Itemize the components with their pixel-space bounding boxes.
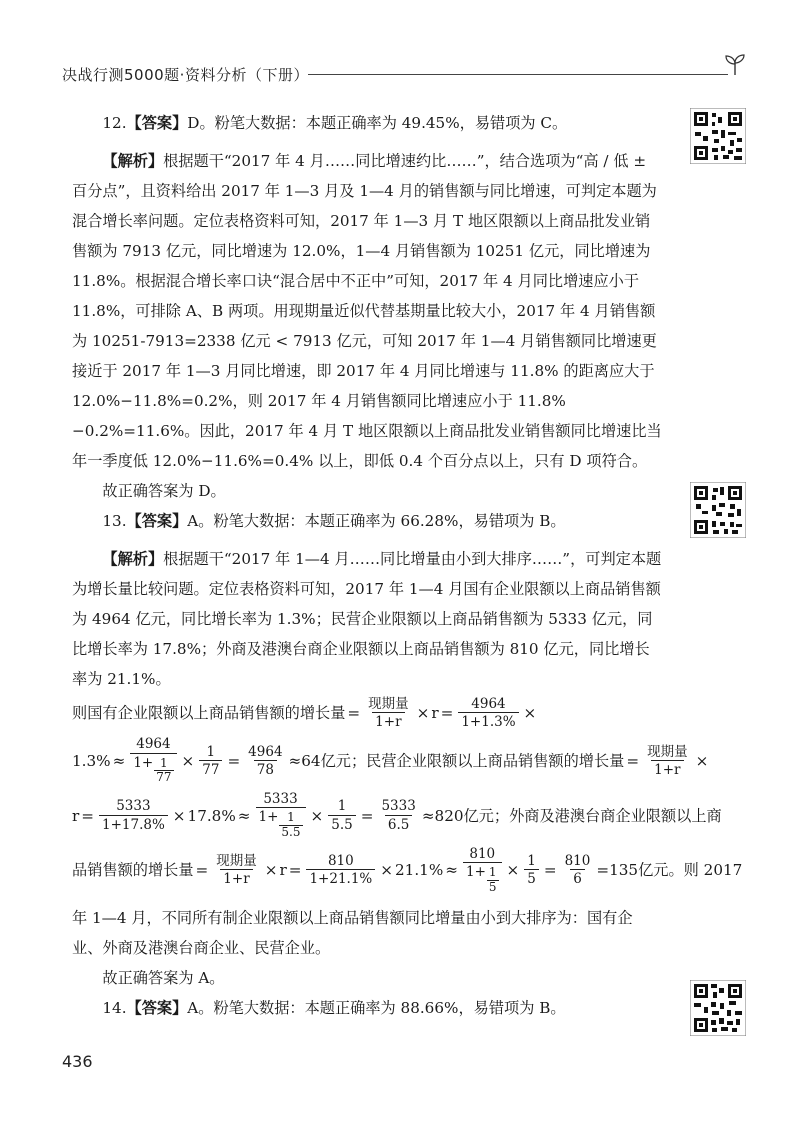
q13-answer-tag: 【答案】 <box>126 512 188 530</box>
formula-1-lead: 则国有企业限额以上商品销售额的增长量 <box>72 704 346 723</box>
fraction-den: 78 <box>254 760 277 778</box>
page-number: 436 <box>62 1052 93 1071</box>
formula-4-lead: 品销售额的增长量 <box>72 861 194 880</box>
formula-4-tail: =135亿元。则 2017 <box>596 861 743 880</box>
fraction-num: 1 <box>527 853 536 870</box>
fraction-current-over-growth <box>365 696 412 730</box>
nested-den: 77 <box>156 770 172 785</box>
nested-num: 1 <box>488 865 497 880</box>
times-sign: × <box>264 861 278 880</box>
formula-line-2 <box>72 736 709 785</box>
fraction-den: 6.5 <box>385 815 412 833</box>
q13-analysis-tag: 【解析】 <box>102 550 164 568</box>
times-sign: × <box>695 751 709 770</box>
eq-sign: = <box>347 704 361 723</box>
q12-answer <box>72 108 662 138</box>
rate-value: 17.8% <box>187 806 236 825</box>
q12-answer-text: D。粉笔大数据：本题正确率为 49.45%，易错项为 C。 <box>187 114 568 132</box>
rate-var: r <box>72 806 80 825</box>
nested-fraction <box>279 811 302 840</box>
q13-analysis <box>72 544 662 694</box>
eq-sign: = <box>440 704 454 723</box>
fraction-num: 5333 <box>116 798 151 815</box>
fraction-num: 4964 <box>471 696 506 712</box>
fraction-num: 现期量 <box>216 853 257 870</box>
rate-value: 21.1% <box>395 861 444 880</box>
fraction-num: 现期量 <box>647 743 688 760</box>
q12-answer-tag: 【答案】 <box>126 114 188 132</box>
q13-conclusion: 故正确答案为 A。 <box>102 968 225 987</box>
times-sign: × <box>380 861 393 880</box>
fraction-4964-78 <box>245 744 285 778</box>
formula-3-mid: ≈820亿元；外商及港澳台商企业限额以上商 <box>421 806 722 825</box>
fraction-num: 4964 <box>248 743 283 760</box>
q14-number: 14. <box>102 998 127 1017</box>
fraction-5333-6.5 <box>378 798 418 832</box>
fraction-num: 810 <box>327 853 354 870</box>
times-sign: × <box>310 806 324 825</box>
times-sign: × <box>506 861 520 880</box>
fraction-den <box>256 807 306 840</box>
times-sign: × <box>523 704 537 723</box>
fraction-5333 <box>99 798 168 832</box>
q13-number: 13. <box>102 512 127 530</box>
fraction-den: 1+17.8% <box>99 815 168 833</box>
fraction-den: 1+21.1% <box>306 869 375 887</box>
one-plus: 1+ <box>465 864 486 881</box>
fraction-num: 810 <box>564 853 591 870</box>
fraction-4964 <box>458 696 518 730</box>
fraction-1-5 <box>524 853 539 887</box>
fraction-den: 5.5 <box>328 815 355 833</box>
fraction-den: 1+r <box>372 712 404 730</box>
fraction-current-over-growth <box>213 853 260 887</box>
q12-analysis-text: 根据题干“2017 年 4 月……同比增速约比……”，结合选项为“高 / 低 ± 百分点”，且资料给出 2017 年 1—3 月及 1—4 月的销售额与同比增速，可判定本题为混合增长率问题。定位表格资料可知，2017 年 1—3 月 T 地区限额以上商品批发业销售额为 7913 亿元，同比增速为 12.0%，1—4 月销售额为 10251 亿元，同比增速为 11.8%。根据混合增长率口诀“混合居中不正中”可知，2017 年 4 月同比增速应小于 11.8%，可排除 A、B 两项。用现期量近似代替基期量比较大小，2017 年 4 月销售额为 10251-7913=2338 亿元 < 7913 亿元，可知 2017 年 1—4 月销售额同比增速更接近于 2017 年 1—3 月同比增速，即 2017 年 4 月同比增速与 11.8% 的距离应大于 12.0%−11.8%=0.2%，则 2017 年 4 月销售额同比增速应小于 11.8%−0.2%=11.6%。因此，2017 年 4 月 T 地区限额以上商品批发业销售额同比增速比当年一季度低 12.0%−11.6%=0.4% 以上，即低 0.4 个百分点以上，只有 D 项符合。 <box>72 152 662 470</box>
header-rule <box>308 74 728 75</box>
eq-sign: = <box>360 806 374 825</box>
fraction-num: 810 <box>469 845 496 862</box>
formula-line-1 <box>72 696 662 730</box>
fraction-den <box>130 753 176 786</box>
nested-fraction <box>154 757 173 786</box>
eq-sign: = <box>626 751 640 770</box>
q13-analysis-continued: 年 1—4 月，不同所有制企业限额以上商品销售额同比增量由小到大排序为：国有企业、外商及港澳台商企业、民营企业。 <box>72 908 633 957</box>
times-sign: × <box>181 751 195 770</box>
q14-answer <box>72 993 662 1023</box>
nested-num: 1 <box>287 810 295 825</box>
fraction-810-6 <box>562 853 594 887</box>
eq-sign: = <box>543 861 557 880</box>
fraction-current-over-growth <box>644 744 691 778</box>
rate-value: 1.3% <box>72 751 111 770</box>
eq-sign: = <box>288 861 302 880</box>
fraction-den: 77 <box>199 760 222 778</box>
fraction-den: 1+1.3% <box>458 712 518 730</box>
fraction-num: 现期量 <box>368 696 409 712</box>
nested-num: 1 <box>160 755 168 770</box>
qr-code-q13[interactable] <box>690 482 746 538</box>
q12-conclusion: 故正确答案为 D。 <box>102 482 226 500</box>
q13-answer <box>72 506 662 536</box>
fraction-num: 5333 <box>381 798 416 815</box>
approx-sign: ≈ <box>237 806 251 825</box>
q12-analysis <box>72 146 662 476</box>
one-plus: 1+ <box>133 754 154 771</box>
fraction-5333-over-1-plus-1-5.5 <box>256 791 306 840</box>
rate-var: r <box>279 861 287 880</box>
header-title: 决战行测5000题·资料分析（下册） <box>62 66 309 84</box>
q14-answer-tag: 【答案】 <box>126 998 188 1017</box>
times-sign: × <box>416 704 430 723</box>
fraction-den: 6 <box>570 869 585 887</box>
fraction-810-over-1-plus-1-5 <box>463 846 502 895</box>
fraction-810 <box>306 853 375 887</box>
qr-code-q14[interactable] <box>690 980 746 1036</box>
one-plus: 1+ <box>258 809 279 826</box>
q12-analysis-tag: 【解析】 <box>102 152 164 170</box>
approx-sign: ≈ <box>112 751 126 770</box>
approx-sign: ≈ <box>445 861 458 880</box>
running-header <box>62 60 748 90</box>
nested-fraction <box>487 866 499 895</box>
fraction-1-77 <box>199 744 222 778</box>
fraction-num: 1 <box>337 798 347 815</box>
eq-sign: = <box>81 806 94 825</box>
fraction-den: 1+r <box>651 760 683 778</box>
eq-sign: = <box>227 751 241 770</box>
sprout-icon <box>724 52 746 76</box>
fraction-1-5.5 <box>328 798 355 832</box>
page-body <box>72 108 743 1023</box>
q13-answer-text: A。粉笔大数据：本题正确率为 66.28%，易错项为 B。 <box>187 512 566 530</box>
nested-den: 5 <box>488 879 497 894</box>
qr-code-q12[interactable] <box>690 108 746 164</box>
fraction-num: 5333 <box>263 791 298 808</box>
q13-analysis-text: 根据题干“2017 年 1—4 月……同比增量由小到大排序……”，可判定本题为增长量比较问题。定位表格资料可知，2017 年 1—4 月国有企业限额以上商品销售额为 4964 亿元，同比增长率为 1.3%；民营企业限额以上商品销售额为 5333 亿元，同比增长率为 17.8%；外商及港澳台商企业限额以上商品销售额为 810 亿元，同比增长率为 21.1%。 <box>72 550 662 688</box>
fraction-den: 5 <box>524 869 539 887</box>
q14-answer-text: A。粉笔大数据：本题正确率为 88.66%，易错项为 B。 <box>187 998 566 1017</box>
fraction-4964-over-1-plus-1-77 <box>130 736 176 785</box>
rate-var: r <box>431 704 439 723</box>
q12-number: 12. <box>102 114 127 132</box>
nested-den: 5.5 <box>281 825 301 840</box>
fraction-den: 1+r <box>220 869 252 887</box>
fraction-num: 4964 <box>136 736 171 753</box>
fraction-num: 1 <box>206 743 216 760</box>
fraction-den <box>463 862 502 895</box>
formula-2-mid: ≈64亿元；民营企业限额以上商品销售额的增长量 <box>288 751 625 770</box>
formula-line-4 <box>72 845 743 895</box>
eq-sign: = <box>195 861 209 880</box>
times-sign: × <box>172 806 186 825</box>
formula-line-3 <box>72 791 722 840</box>
